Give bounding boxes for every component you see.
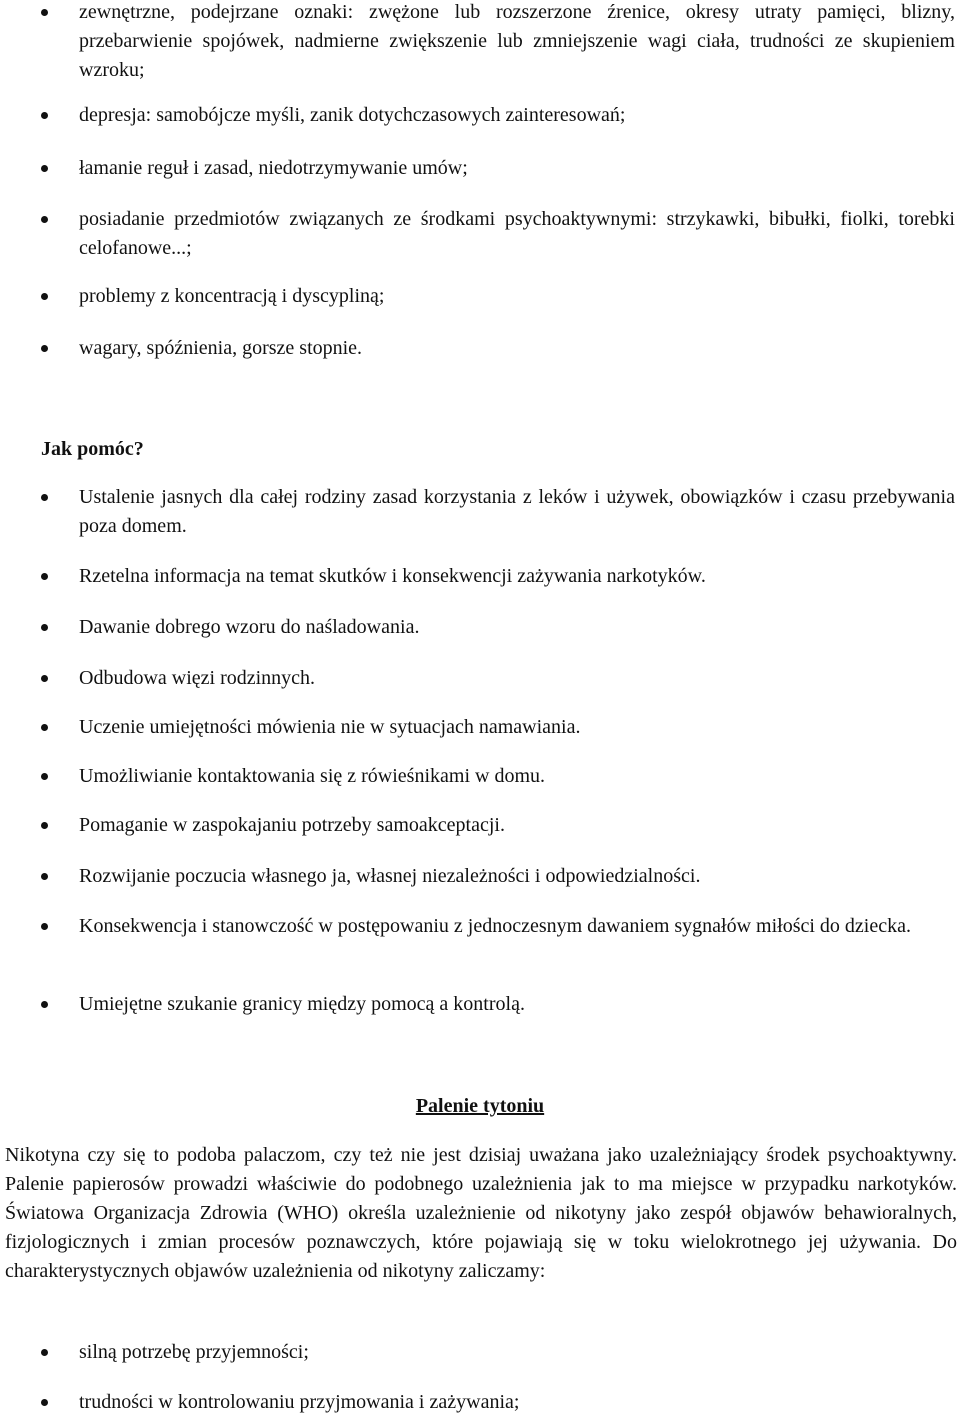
bullet-icon xyxy=(41,923,48,930)
section-title-smoking: Palenie tytoniu xyxy=(415,1095,545,1117)
bullet-icon xyxy=(41,822,48,829)
section-heading-help: Jak pomóc? xyxy=(41,438,144,460)
bullet-icon xyxy=(41,724,48,731)
bullet-icon xyxy=(41,1001,48,1008)
bullet-icon xyxy=(41,573,48,580)
list-item-text: Konsekwencja i stanowczość w postępowaniu z jednoczesnym dawaniem sygnałów miłości do dziecka. xyxy=(79,915,911,937)
bullet-icon xyxy=(41,873,48,880)
bullet-icon xyxy=(41,112,48,119)
bullet-icon xyxy=(41,624,48,631)
bullet-icon xyxy=(41,773,48,780)
list-item-text: Odbudowa więzi rodzinnych. xyxy=(79,667,316,689)
list-item-text: posiadanie przedmiotów związanych ze środkami psychoaktywnymi: strzykawki, bibułki, fiolki, torebki celofanowe...; xyxy=(79,208,955,259)
list-item-text: Umiejętne szukanie granicy między pomocą a kontrolą. xyxy=(79,993,525,1015)
smoking-paragraph: Nikotyna czy się to podoba palaczom, czy też nie jest dzisiaj uważana jako uzależniający środek psychoaktywny. Palenie papierosów prowadzi właściwie do podobnego uzależnienia jak to ma miejsce w przypadku narkotyków. Światowa Organizacja Zdrowia (WHO) określa uzależnienie od nikotyny jako zespół objawów behawioralnych, fizjologicznych i zmian procesów poznawczych, które pojawiają się w toku wielokrotnego jej używania. Do charakterystycznych objawów uzależnienia od nikotyny zaliczamy: xyxy=(5,1144,957,1282)
list-item-text: depresja: samobójcze myśli, zanik dotychczasowych zainteresowań; xyxy=(79,104,626,126)
bullet-icon xyxy=(41,1349,48,1356)
list-item-text: wagary, spóźnienia, gorsze stopnie. xyxy=(79,337,363,359)
list-item-text: Rozwijanie poczucia własnego ja, własnej niezależności i odpowiedzialności. xyxy=(79,865,701,887)
list-item-text: zewnętrzne, podejrzane oznaki: zwężone lub rozszerzone źrenice, okresy utraty pamięci, blizny, przebarwienie spojówek, nadmierne zwiększenie lub zmniejszenie wagi ciała, trudności ze skupieniem wzroku; xyxy=(79,1,955,81)
bullet-icon xyxy=(41,494,48,501)
list-item-text: Ustalenie jasnych dla całej rodziny zasad korzystania z leków i używek, obowiązków i czasu przebywania poza domem. xyxy=(79,486,955,537)
list-item-text: Pomaganie w zaspokajaniu potrzeby samoakceptacji. xyxy=(79,814,505,836)
bullet-icon xyxy=(41,9,48,16)
list-item-text: Dawanie dobrego wzoru do naśladowania. xyxy=(79,616,420,638)
list-item-text: Uczenie umiejętności mówienia nie w sytuacjach namawiania. xyxy=(79,716,581,738)
list-item-text: Rzetelna informacja na temat skutków i konsekwencji zażywania narkotyków. xyxy=(79,565,706,587)
list-item-text: silną potrzebę przyjemności; xyxy=(79,1341,309,1363)
bullet-icon xyxy=(41,345,48,352)
list-item-text: łamanie reguł i zasad, niedotrzymywanie umów; xyxy=(79,157,468,179)
bullet-icon xyxy=(41,165,48,172)
bullet-icon xyxy=(41,1399,48,1406)
bullet-icon xyxy=(41,293,48,300)
bullet-icon xyxy=(41,216,48,223)
bullet-icon xyxy=(41,675,48,682)
list-item-text: trudności w kontrolowaniu przyjmowania i zażywania; xyxy=(79,1391,520,1413)
list-item-text: problemy z koncentracją i dyscypliną; xyxy=(79,285,385,307)
list-item-text: Umożliwianie kontaktowania się z rówieśnikami w domu. xyxy=(79,765,546,787)
